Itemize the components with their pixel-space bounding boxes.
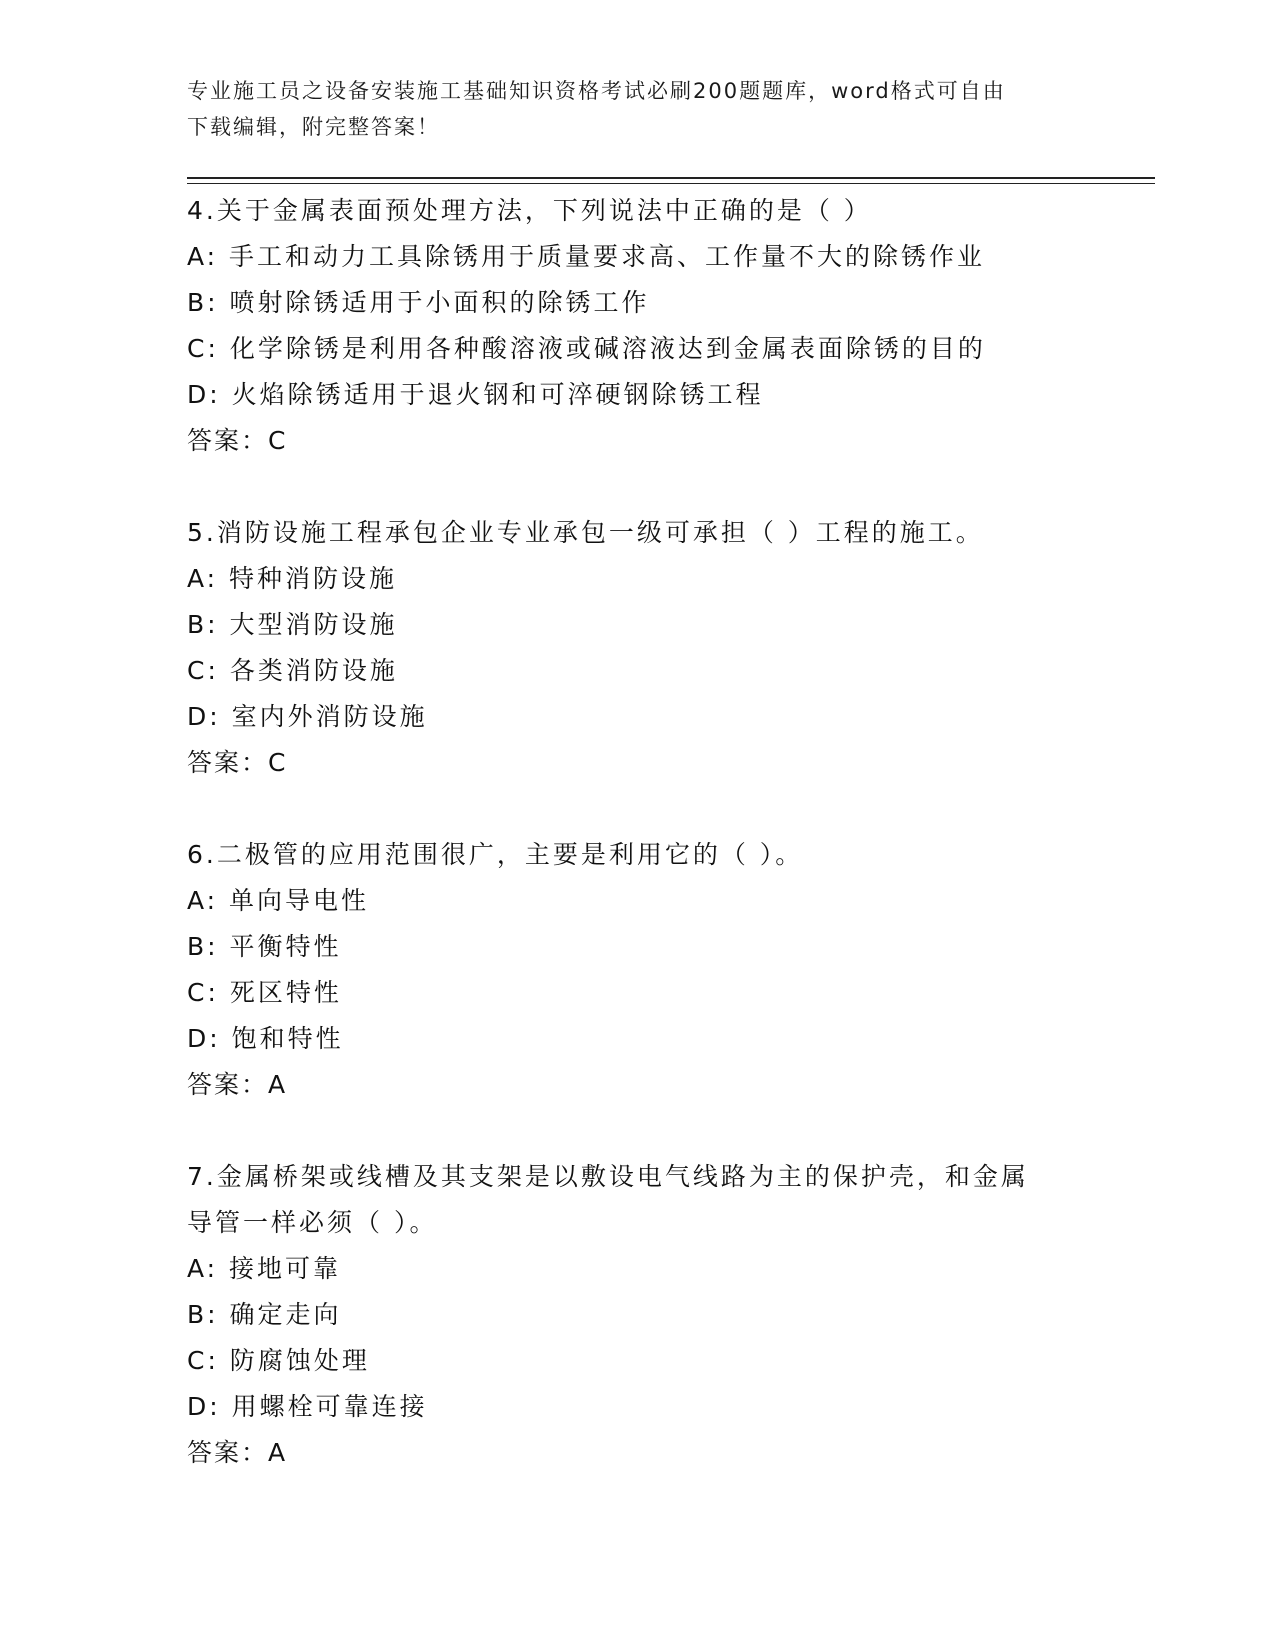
answer: 答案：C	[187, 748, 288, 777]
option-d: D: 室内外消防设施	[187, 702, 428, 731]
header-line-2: 下载编辑，附完整答案！	[187, 115, 440, 139]
question-6	[187, 832, 1087, 1108]
option-d: D: 用螺栓可靠连接	[187, 1392, 428, 1421]
question-4	[187, 188, 1087, 464]
option-b: B: 平衡特性	[187, 932, 342, 961]
answer: 答案：A	[187, 1438, 288, 1467]
header-divider-thick	[187, 177, 1155, 179]
option-c: C: 化学除锈是利用各种酸溶液或碱溶液达到金属表面除锈的目的	[187, 334, 986, 363]
question-stem: 5.消防设施工程承包企业专业承包一级可承担（ ）工程的施工。	[187, 518, 984, 547]
question-7	[187, 1154, 1087, 1476]
option-a: A: 手工和动力工具除锈用于质量要求高、工作量不大的除锈作业	[187, 242, 986, 271]
question-stem-line-2: 导管一样必须（ ）。	[187, 1208, 438, 1237]
option-c: C: 各类消防设施	[187, 656, 398, 685]
option-a: A: 接地可靠	[187, 1254, 342, 1283]
option-c: C: 防腐蚀处理	[187, 1346, 370, 1375]
question-spacer	[187, 786, 1087, 832]
answer: 答案：A	[187, 1070, 288, 1099]
option-d: D: 火焰除锈适用于退火钢和可淬硬钢除锈工程	[187, 380, 764, 409]
option-a: A: 单向导电性	[187, 886, 370, 915]
option-b: B: 确定走向	[187, 1300, 342, 1329]
option-d: D: 饱和特性	[187, 1024, 344, 1053]
option-c: C: 死区特性	[187, 978, 342, 1007]
option-b: B: 喷射除锈适用于小面积的除锈工作	[187, 288, 650, 317]
question-stem-line-1: 7.金属桥架或线槽及其支架是以敷设电气线路为主的保护壳，和金属	[187, 1162, 1029, 1191]
question-spacer	[187, 1108, 1087, 1154]
question-stem: 6.二极管的应用范围很广，主要是利用它的（ ）。	[187, 840, 804, 869]
document-header	[187, 73, 1067, 145]
question-stem: 4.关于金属表面预处理方法，下列说法中正确的是（ ）	[187, 196, 872, 225]
question-list	[187, 188, 1087, 1476]
option-a: A: 特种消防设施	[187, 564, 398, 593]
answer: 答案：C	[187, 426, 288, 455]
option-b: B: 大型消防设施	[187, 610, 398, 639]
header-line-1: 专业施工员之设备安装施工基础知识资格考试必刷200题题库，word格式可自由	[187, 79, 1006, 103]
question-spacer	[187, 464, 1087, 510]
header-divider-thin	[187, 183, 1155, 184]
question-5	[187, 510, 1087, 786]
